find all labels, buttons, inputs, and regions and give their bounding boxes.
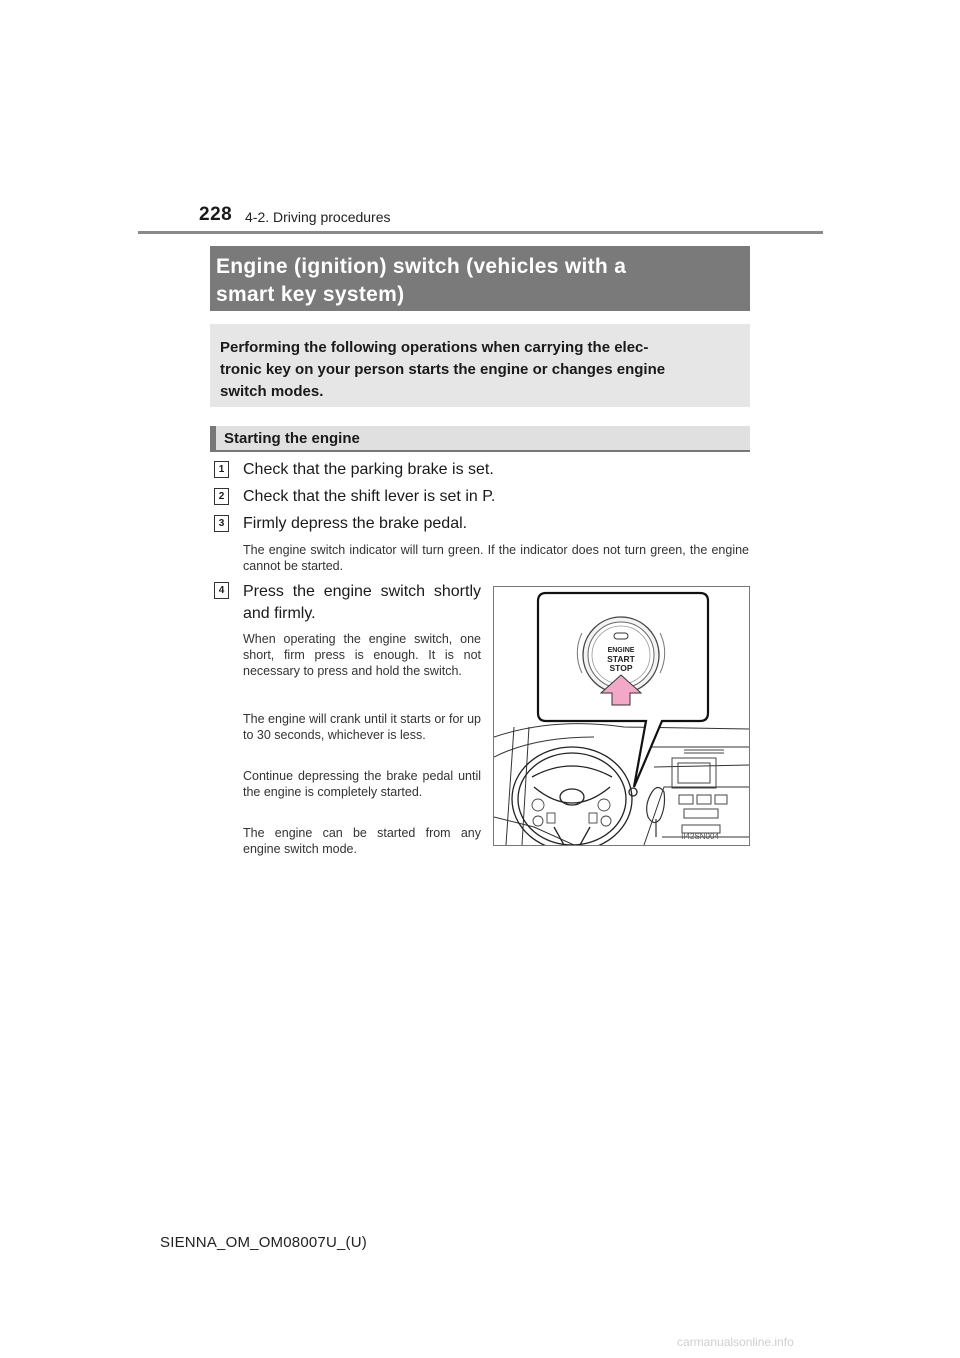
step-4-note-2: The engine will crank until it starts or for up to 30 seconds, whichever is less. <box>243 712 481 742</box>
subheading-marker <box>210 426 216 452</box>
figure-code: II42SN004 <box>681 832 719 841</box>
step-2-text: Check that the shift lever is set in P. <box>243 488 496 505</box>
step-4-text: Press the engine switch shortly and firmly. <box>243 583 481 622</box>
watermark: carmanualsonline.info <box>677 1335 794 1349</box>
step-4-note-1: When operating the engine switch, one short, firm press is enough. It is not necessary to press and hold the switch. <box>243 632 481 678</box>
step-3-note: The engine switch indicator will turn green. If the indicator does not turn green, the engine cannot be started. <box>243 543 749 573</box>
footer-doc-id: SIENNA_OM_OM08007U_(U) <box>160 1234 367 1251</box>
step-number-1: 1 <box>214 461 229 478</box>
intro-line-1: Performing the following operations when carrying the elec- <box>220 339 649 356</box>
page-number: 228 <box>199 204 233 225</box>
subheading <box>210 426 750 452</box>
svg-text:STOP: STOP <box>609 663 633 673</box>
intro-box <box>210 324 750 407</box>
step-number-4: 4 <box>214 582 229 599</box>
page-title-line-2: smart key system) <box>216 283 405 306</box>
step-3-text: Firmly depress the brake pedal. <box>243 515 468 532</box>
svg-text:ENGINE: ENGINE <box>607 647 635 654</box>
step-1-text: Check that the parking brake is set. <box>243 461 494 478</box>
svg-text:START: START <box>607 654 635 664</box>
step-4-note-4: The engine can be started from any engine switch mode. <box>243 826 481 856</box>
dashboard-drawing <box>494 587 749 845</box>
engine-switch-illustration <box>493 586 750 846</box>
section-title: 4-2. Driving procedures <box>245 209 391 225</box>
step-4-note-3: Continue depressing the brake pedal until the engine is completely started. <box>243 769 481 799</box>
page-title-line-1: Engine (ignition) switch (vehicles with a <box>216 255 627 278</box>
intro-line-3: switch modes. <box>220 383 324 400</box>
page-title <box>210 246 750 311</box>
subheading-text: Starting the engine <box>224 430 360 447</box>
intro-line-2: tronic key on your person starts the engine or changes engine <box>220 361 666 378</box>
header-rule <box>138 231 823 234</box>
step-number-2: 2 <box>214 488 229 505</box>
step-number-3: 3 <box>214 515 229 532</box>
